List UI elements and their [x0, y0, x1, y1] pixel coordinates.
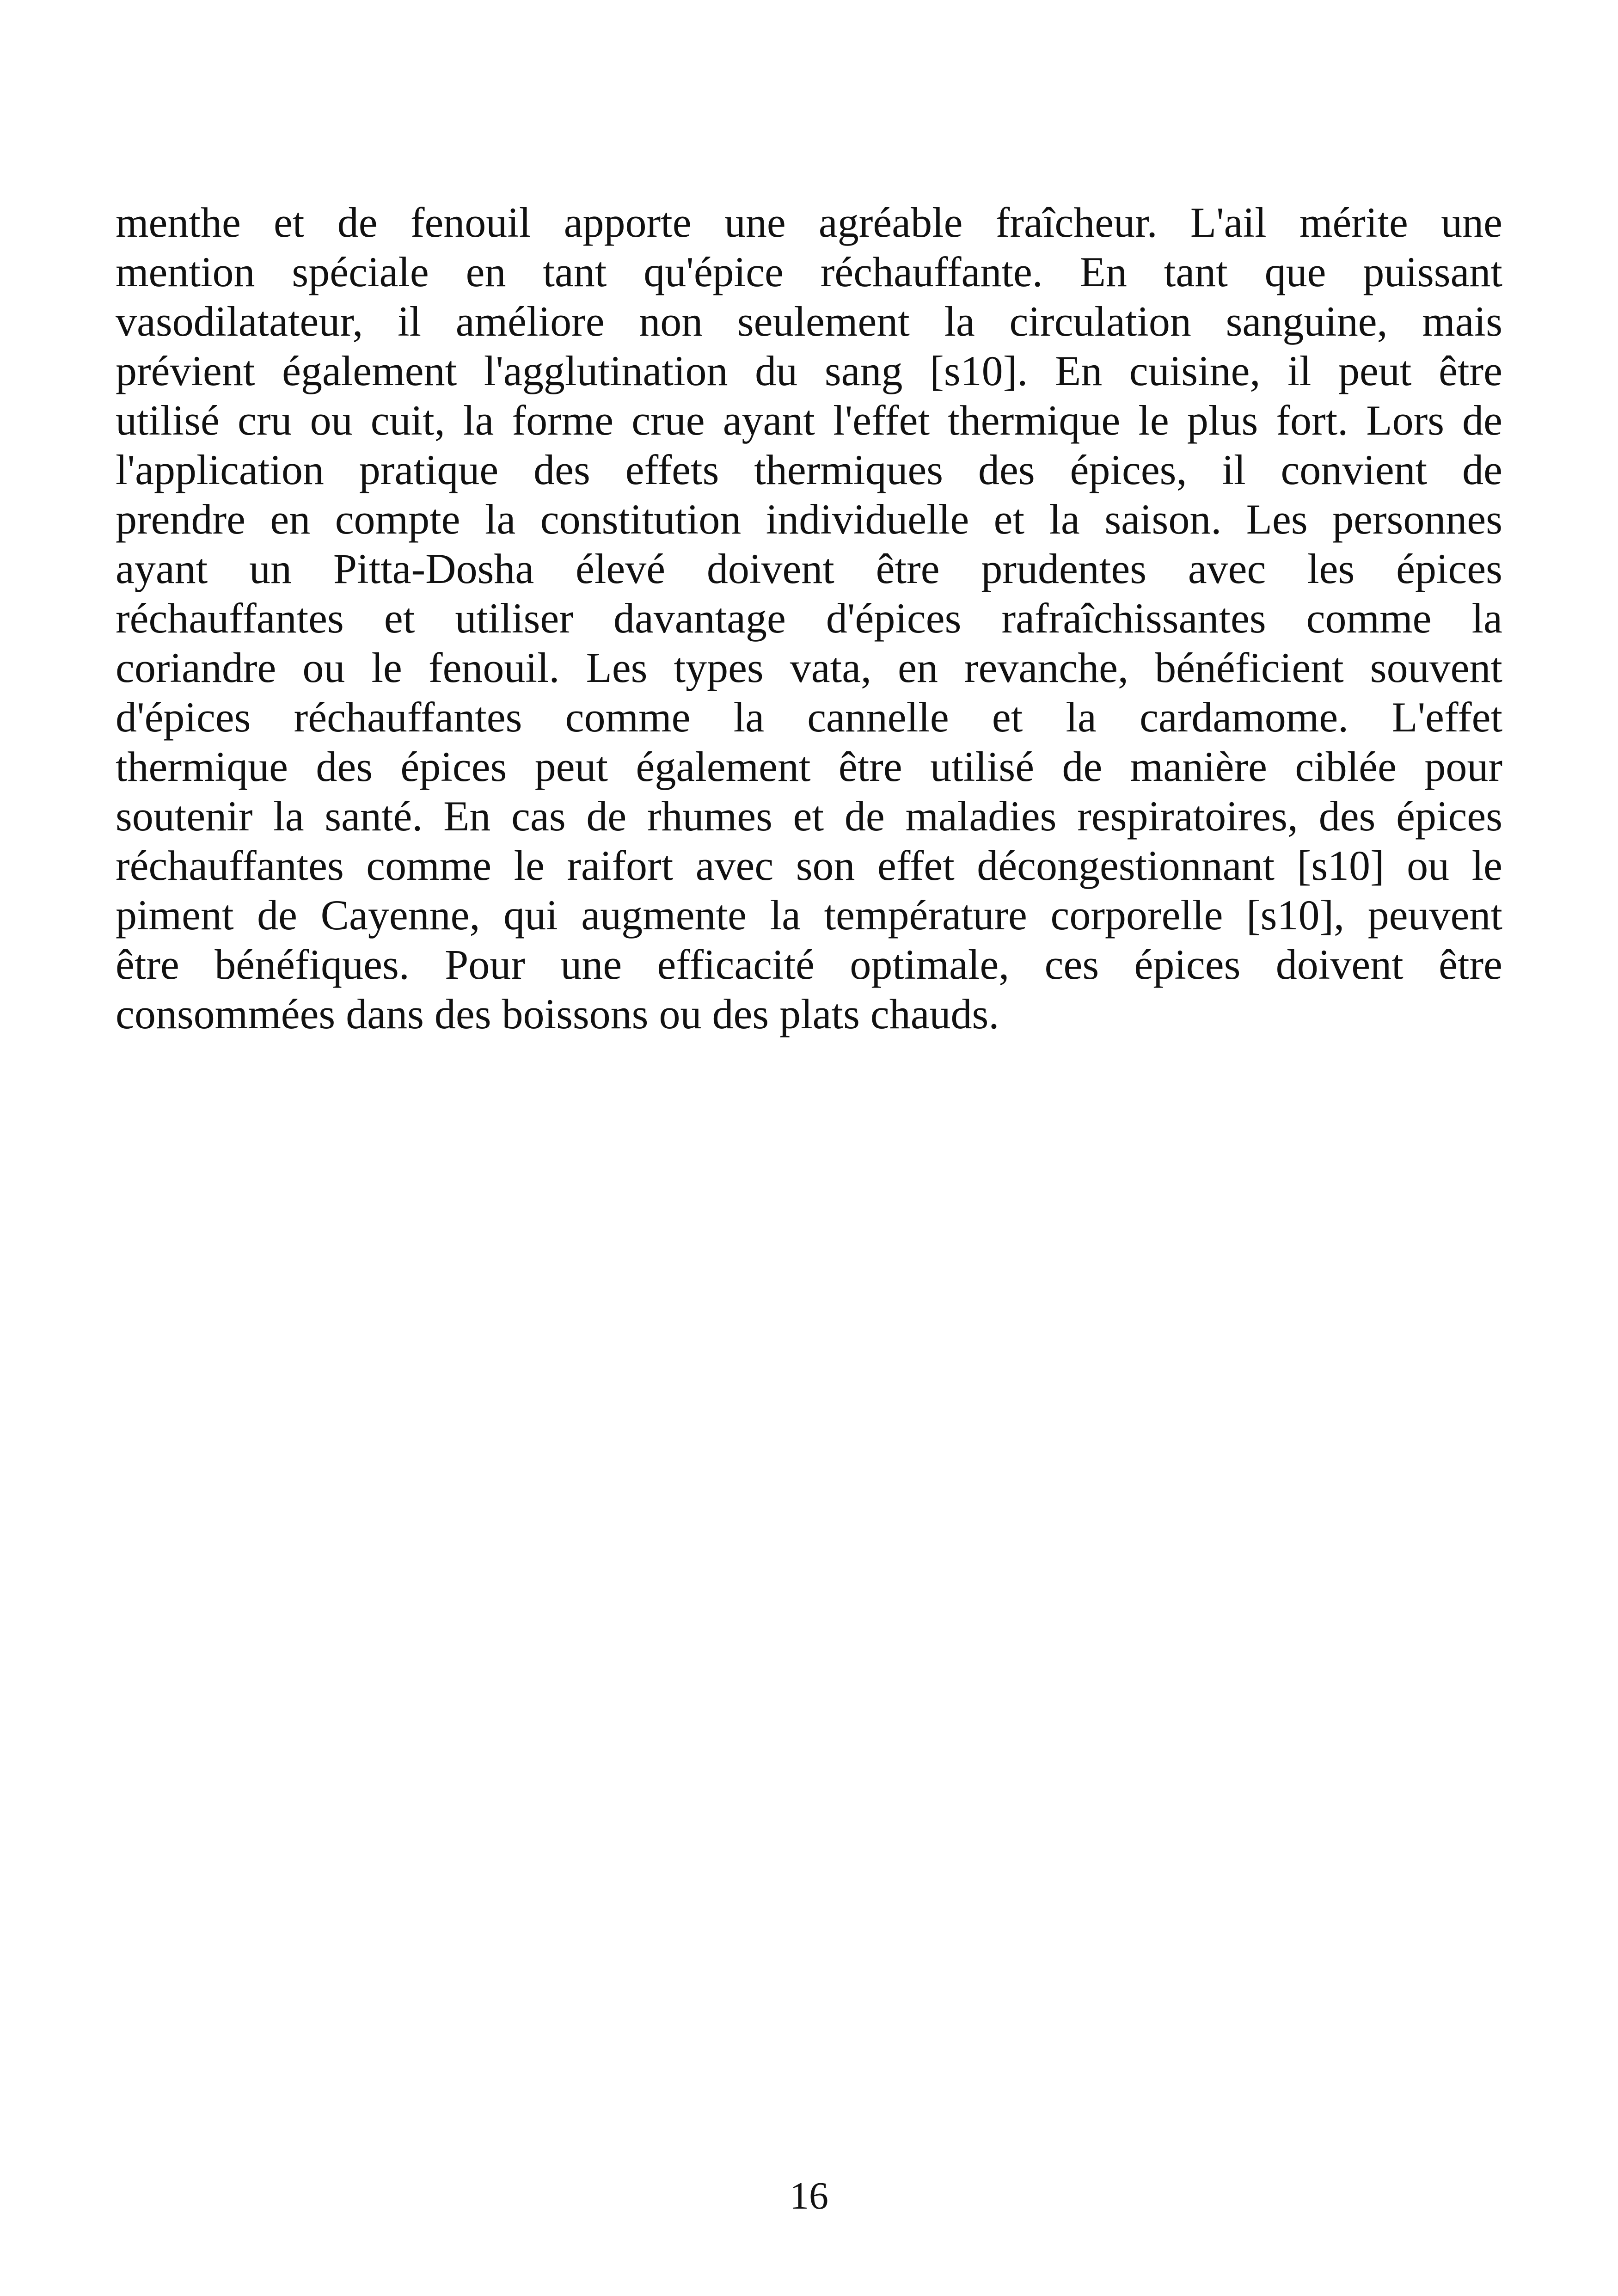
- text-line: consommées dans des boissons ou des plats chauds.: [116, 990, 999, 1037]
- text-line: soutenir la santé. En cas de rhumes et de maladies respiratoires, des épices: [116, 792, 1502, 840]
- text-line: réchauffantes comme le raifort avec son effet décongestionnant [s10] ou le: [116, 842, 1502, 889]
- text-line: ayant un Pitta-Dosha élevé doivent être prudentes avec les épices: [116, 545, 1502, 592]
- text-line: vasodilatateur, il améliore non seulement la circulation sanguine, mais: [116, 298, 1502, 345]
- text-line: thermique des épices peut également être utilisé de manière ciblée pour: [116, 743, 1502, 790]
- text-line: mention spéciale en tant qu'épice réchauffante. En tant que puissant: [116, 248, 1502, 295]
- text-line: réchauffantes et utiliser davantage d'épices rafraîchissantes comme la: [116, 595, 1502, 642]
- text-line: prendre en compte la constitution individuelle et la saison. Les personnes: [116, 496, 1502, 543]
- text-line: utilisé cru ou cuit, la forme crue ayant l'effet thermique le plus fort. Lors de: [116, 397, 1502, 444]
- text-line: être bénéfiques. Pour une efficacité optimale, ces épices doivent être: [116, 941, 1502, 988]
- text-line: piment de Cayenne, qui augmente la température corporelle [s10], peuvent: [116, 891, 1502, 939]
- page-number: 16: [790, 2174, 828, 2217]
- text-line: coriandre ou le fenouil. Les types vata, en revanche, bénéficient souvent: [116, 644, 1502, 691]
- text-line: d'épices réchauffantes comme la cannelle et la cardamome. L'effet: [116, 694, 1502, 741]
- text-line: prévient également l'agglutination du sang [s10]. En cuisine, il peut être: [116, 347, 1502, 394]
- text-line: menthe et de fenouil apporte une agréable fraîcheur. L'ail mérite une: [116, 199, 1502, 246]
- text-line: l'application pratique des effets thermiques des épices, il convient de: [116, 446, 1502, 493]
- body-paragraph: [116, 198, 1502, 1039]
